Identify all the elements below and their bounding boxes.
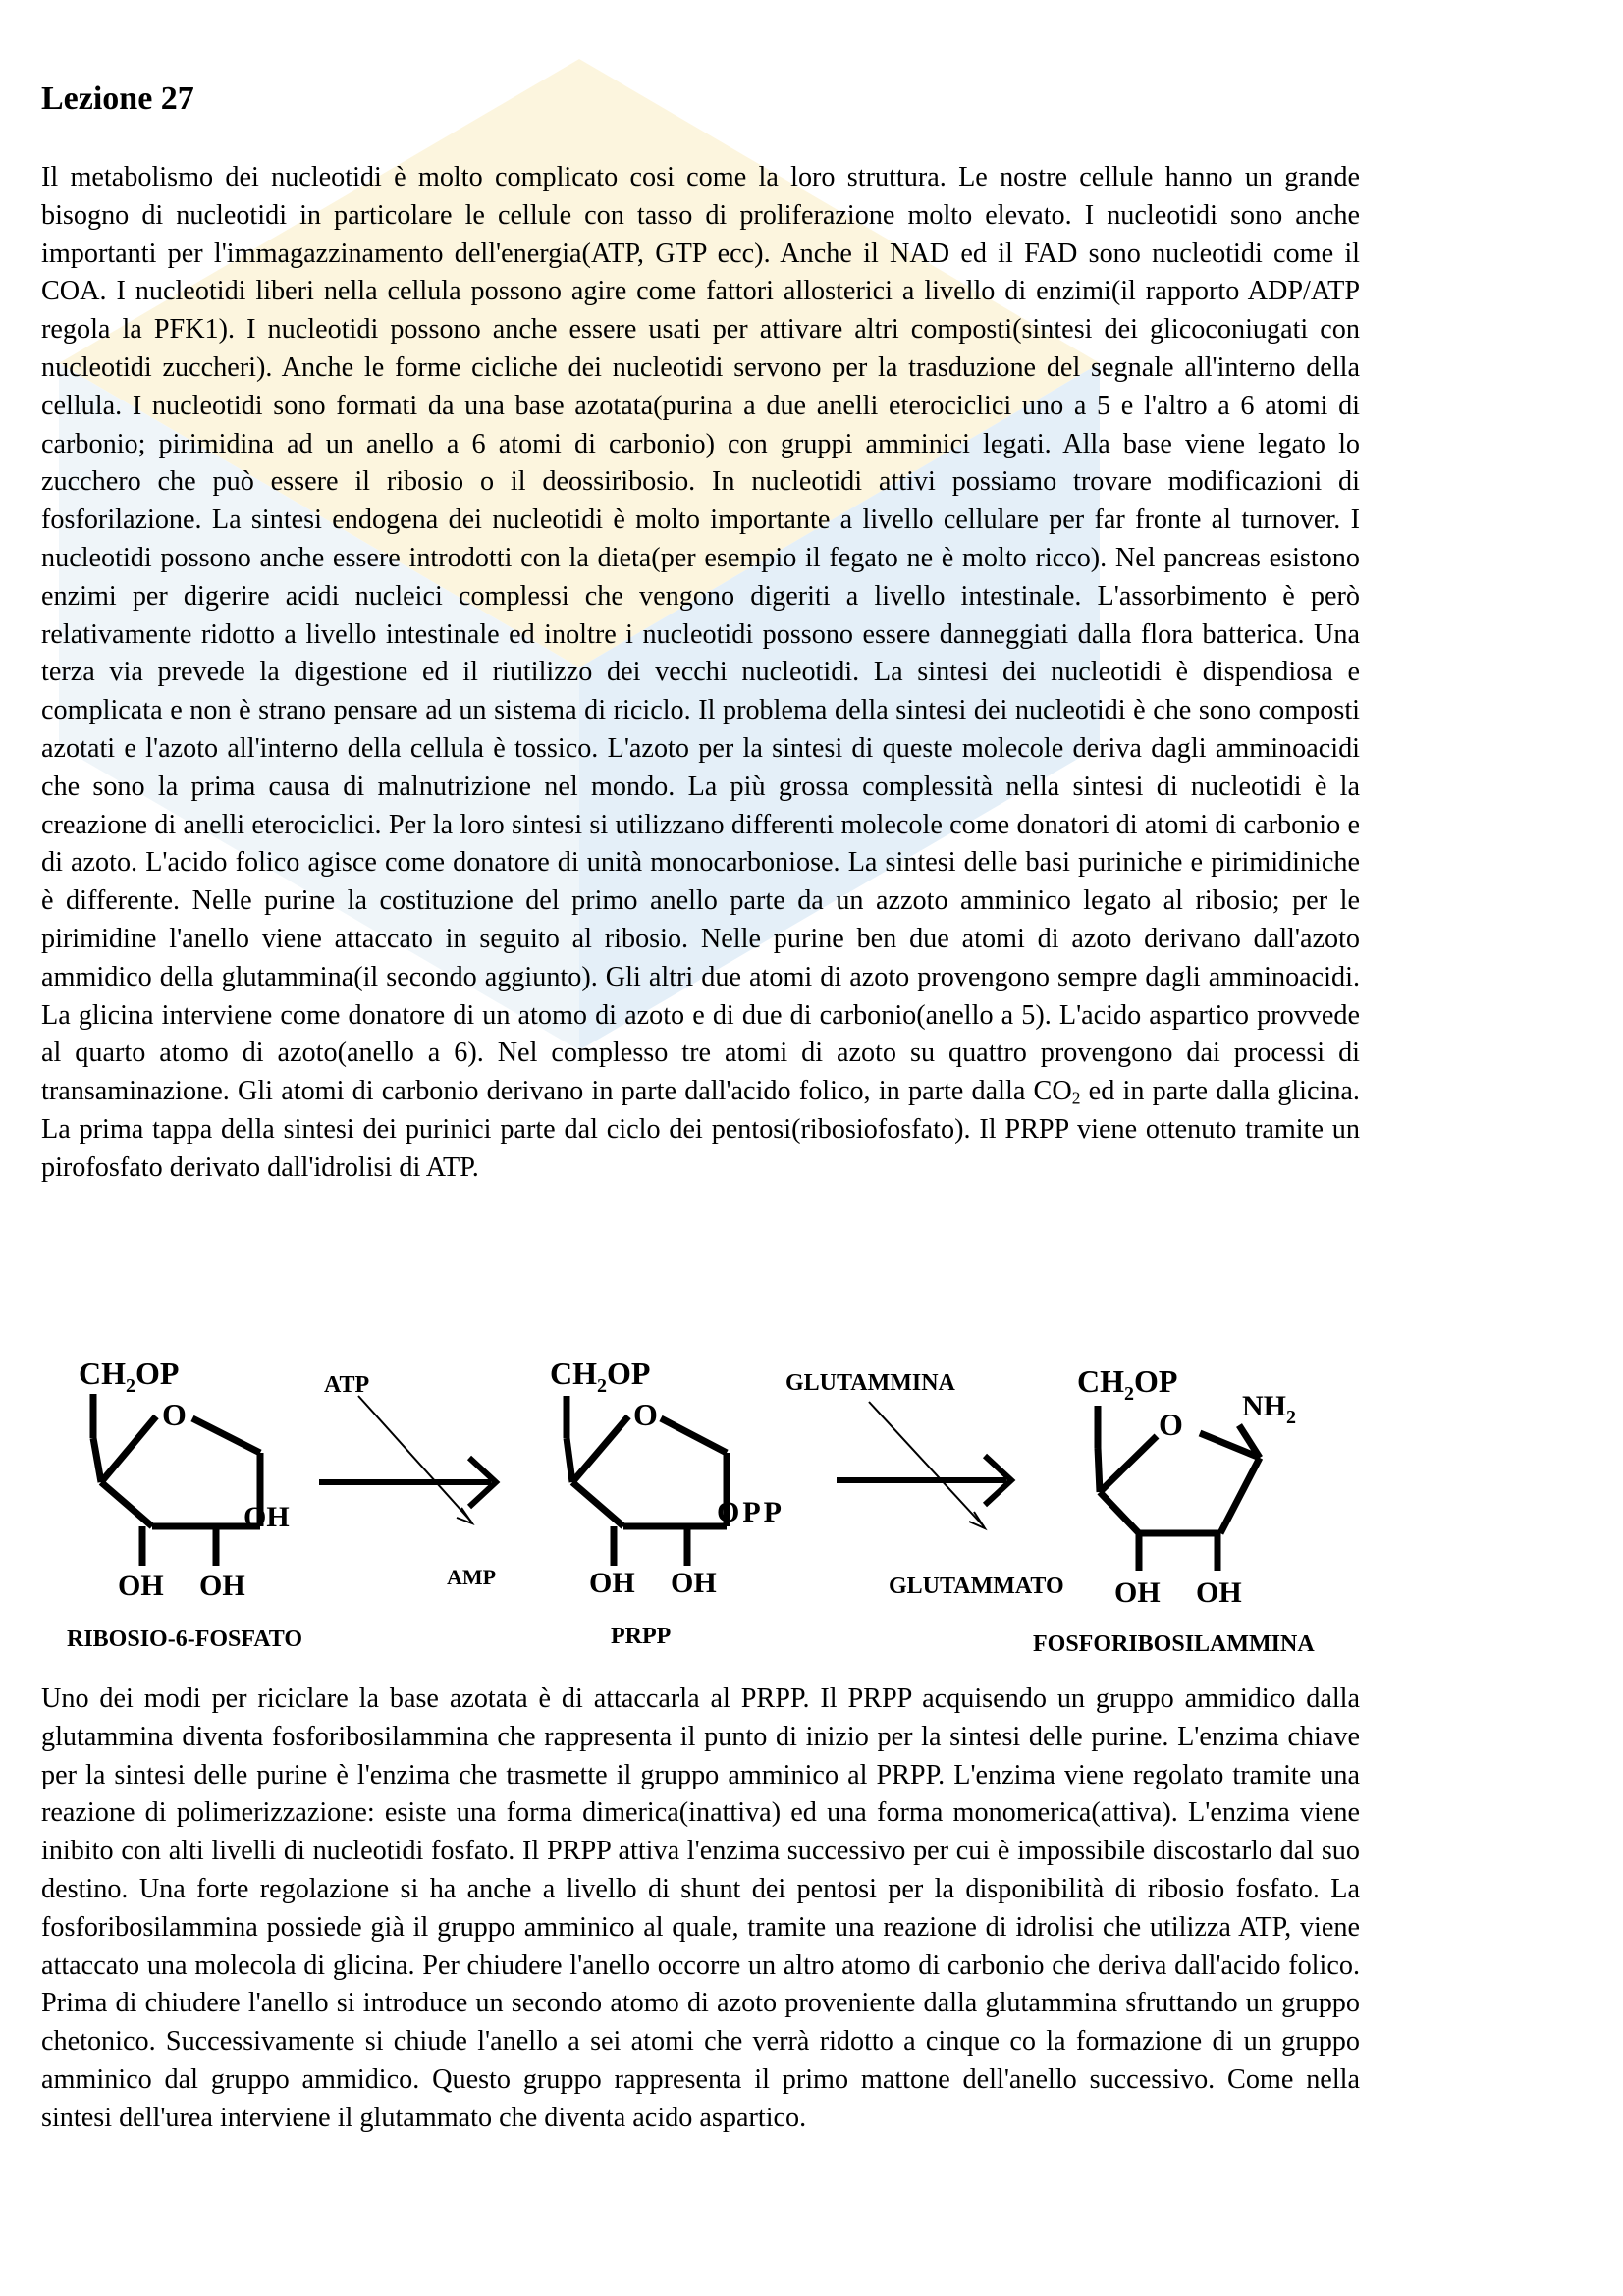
reaction-diagram-svg	[0, 1325, 1623, 1679]
paragraph-intro-text: Il metabolismo dei nucleotidi è molto complicato cosi come la loro struttura. Le nostre cellule hanno un grande bisogno di nucleotidi in particolare le cellule con tasso di proliferazione molto elevato. I nucleotidi sono anche importanti per l'immagazzinamento dell'energia(ATP, GTP ecc). Anche il NAD ed il FAD sono nucleotidi come il COA. I nucleotidi liberi nella cellula possono agire come fattori allosterici a livello di enzimi(il rapporto ADP/ATP regola la PFK1). I nucleotidi possono anche essere usati per attivare altri composti(sintesi dei glicoconiugati con nucleotidi zuccheri). Anche le forme cicliche dei nucleotidi servono per la trasduzione del segnale all'interno della cellula. I nucleotidi sono formati da una base azotata(purina a due anelli eterociclici uno a 5 e l'altro a 6 atomi di carbonio; pirimidina ad un anello a 6 atomi di carbonio) con gruppi amminici legati. Alla base viene legato lo zucchero che può essere il ribosio o il deossiribosio. In nucleotidi attivi possiamo trovare modificazioni di fosforilazione. La sintesi endogena dei nucleotidi è molto importante a livello cellulare per far fronte al turnover. I nucleotidi possono anche essere introdotti con la dieta(per esempio il fegato ne è molto ricco). Nel pancreas esistono enzimi per digerire acidi nucleici complessi che vengono digeriti a livello intestinale. L'assorbimento è però relativamente ridotto a livello intestinale ed inoltre i nucleotidi possono essere danneggiati dalla flora batterica. Una terza via prevede la digestione ed il riutilizzo dei vecchi nucleotidi. La sintesi dei nucleotidi è dispendiosa e complicata e non è strano pensare ad un sistema di riciclo. Il problema della sintesi dei nucleotidi è che sono composti azotati e l'azoto all'interno della cellula è tossico. L'azoto per la sintesi di queste molecole deriva dagli amminoacidi che sono la prima causa di malnutrizione nel mondo. La più grossa complessità nella sintesi di nucleotidi è la creazione di anelli eterociclici. Per la loro sintesi si utilizzano differenti molecole come donatori di atomi di carbonio e di azoto. L'acido folico agisce come donatore di unità monocarboniose. La sintesi delle basi puriniche e pirimidiniche è differente. Nelle purine la costituzione del primo anello parte da un azzoto amminico legato al ribosio; per le pirimidine l'anello viene attaccato in seguito al ribosio. Nelle purine ben due atomi di azoto derivano dall'azoto ammidico della glutammina(il secondo aggiunto). Gli altri due atomi di azoto provengono sempre dagli amminoacidi. La glicina interviene come donatore di un atomo di azoto e di due di carbonio(anello a 5). L'acido aspartico provvede al quarto atomo di azoto(anello a 6). Nel complesso tre atomi di azoto su quattro provengono dai processi di transaminazione. Gli atomi di carbonio derivano in parte dall'acido folico, in parte dalla CO	[41, 162, 1360, 1107]
mol3-name: FOSFORIBOSILAMMINA	[1033, 1631, 1315, 1657]
mol2-name: PRPP	[611, 1624, 672, 1649]
mol1-oh-bottom-left: OH	[118, 1570, 164, 1602]
mol2-ch2op: $CH_2OP$	[550, 1356, 651, 1397]
mol1-oh-right: OH	[243, 1501, 290, 1533]
arrow2-glutammato-label: GLUTAMMATO	[889, 1574, 1064, 1599]
mol1-ch2op: $CH_2OP$	[79, 1356, 180, 1397]
reaction-arrow-2	[837, 1402, 1011, 1528]
mol1-name: RIBOSIO-6-FOSFATO	[67, 1627, 303, 1652]
mol1-oh-bottom-right: OH	[199, 1570, 245, 1602]
mol3-nh2: $NH_2$	[1242, 1390, 1296, 1428]
paragraph-intro	[41, 159, 1360, 1188]
co2-subscript: 2	[1071, 1088, 1081, 1108]
reaction-arrow-1	[319, 1396, 496, 1523]
arrow1-atp-label: ATP	[324, 1372, 370, 1398]
mol2-oh-bottom-left: OH	[589, 1567, 635, 1599]
mol2-oh-bottom-right: OH	[671, 1567, 717, 1599]
lesson-title: Lezione 27	[41, 80, 194, 117]
reaction-diagram	[0, 1325, 1623, 1679]
mol2-ring-oxygen: O	[633, 1397, 658, 1432]
mol3-oh-bottom-left: OH	[1114, 1576, 1161, 1609]
mol3-oh-bottom-right: OH	[1196, 1576, 1242, 1609]
mol1-ring-oxygen: O	[162, 1397, 187, 1432]
paragraph-recycling: Uno dei modi per riciclare la base azotata è di attaccarla al PRPP. Il PRPP acquisendo un gruppo ammidico dalla glutammina diventa fosforibosilammina che rappresenta il punto di inizio per la sintesi delle purine. L'enzima chiave per la sintesi delle purine è l'enzima che trasmette il gruppo amminico al PRPP. L'enzima viene regolato tramite una reazione di polimerizzazione: esiste una forma dimerica(inattiva) ed una forma monomerica(attiva). L'enzima viene inibito con alti livelli di nucleotidi fosfato. Il PRPP attiva l'enzima successivo per cui è impossibile discostarlo dal suo destino. Una forte regolazione si ha anche a livello di shunt dei pentosi per la disponibilità di ribosio fosfato. La fosforibosilammina possiede già il gruppo amminico al quale, tramite una reazione di idrolisi che utilizza ATP, viene attaccato una molecola di glicina. Per chiudere l'anello occorre un altro atomo di carbonio che deriva dall'acido folico. Prima di chiudere l'anello si introduce un secondo atomo di azoto proveniente dalla glutammina sfruttando un gruppo chetonico. Successivamente si chiude l'anello a sei atomi che verrà ridotto a cinque co la formazione di un gruppo amminico dal gruppo ammidico. Questo gruppo rappresenta il primo mattone dell'anello successivo. Come nella sintesi dell'urea interviene il glutammato che diventa acido aspartico.	[41, 1683, 1360, 2133]
mol3-ch2op: $CH_2OP$	[1077, 1363, 1178, 1405]
arrow1-amp-label: AMP	[447, 1565, 497, 1589]
mol3-ring-oxygen: O	[1159, 1407, 1183, 1442]
arrow2-glutammina-label: GLUTAMMINA	[785, 1370, 955, 1396]
paragraph-intro-text-end: ed in parte dalla glicina. La prima tappa della sintesi dei purinici parte dal ciclo dei pentosi(ribosiofosfato). Il PRPP viene ottenuto tramite un pirofosfato derivato dall'idrolisi di ATP.	[41, 1076, 1360, 1183]
mol2-opp-right: OPP	[717, 1496, 784, 1528]
